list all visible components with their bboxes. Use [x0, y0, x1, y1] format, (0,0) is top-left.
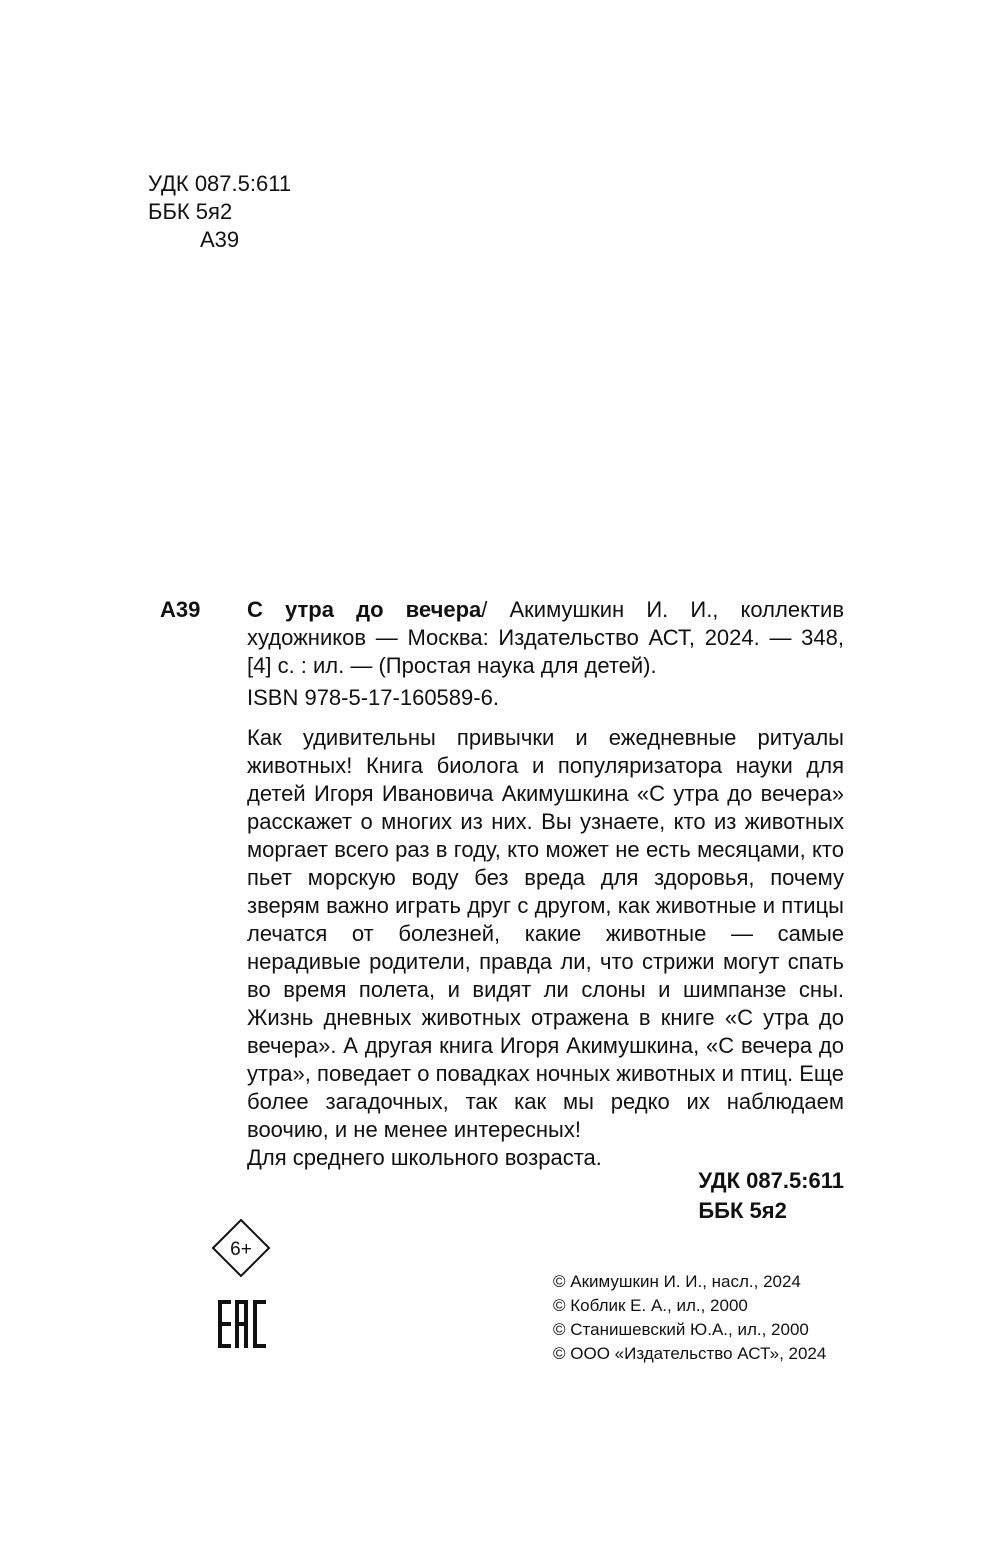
imprint-details: / Акимушкин И. И., коллектив художников — Москва: Издательство АСТ, 2024. — 348, [4] с. : ил. — (Простая наука для детей). [247, 597, 845, 678]
eac-certification-icon [218, 1300, 266, 1348]
isbn: ISBN 978-5-17-160589-6. [247, 685, 499, 710]
bbk-code-bottom: ББК 5я2 [698, 1198, 787, 1223]
copyright-line: © Станишевский Ю.А., ил., 2000 [553, 1320, 809, 1339]
classification-codes-bottom [698, 1166, 844, 1226]
imprint [247, 596, 844, 680]
copyright-line: © Коблик Е. А., ил., 2000 [553, 1296, 748, 1315]
entry-author-mark: А39 [160, 597, 201, 622]
copyright-line: © ООО «Издательство АСТ», 2024 [553, 1344, 827, 1363]
entry-body-continued [247, 684, 844, 1172]
copyright-notices [553, 1270, 826, 1366]
annotation: Как удивительны привычки и ежедневные ритуалы животных! Книга биолога и популяризатора науки для детей Игоря Ивановича Акимушкина «С утра до вечера» расскажет о многих из них. Вы узнаете, кто из животных моргает всего раз в году, кто может не есть месяцами, кто пьет морскую воду без вреда для здоровья, почему зверям важно играть друг с другом, как животные и птицы лечатся от болезней, какие животные — самые нерадивые родители, правда ли, что стрижи могут спать во время полета, и видят ли слоны и шимпанзе сны. Жизнь дневных животных отражена в книге «С утра до вечера». А другая книга Игоря Акимушкина, «С вечера до утра», поведает о повадках ночных животных и птиц. Еще более загадочных, так как мы редко их наблюдаем воочию, и не менее интересных! [247, 725, 844, 1142]
age-rating-icon [211, 1218, 271, 1278]
udk-code-bottom: УДК 087.5:611 [698, 1168, 844, 1193]
copyright-line: © Акимушкин И. И., насл., 2024 [553, 1272, 801, 1291]
entry-body [247, 596, 844, 680]
udk-code: УДК 087.5:611 [148, 171, 292, 196]
bibliographic-entry [160, 596, 844, 1172]
author-mark: А39 [200, 227, 240, 252]
bbk-code: ББК 5я2 [148, 199, 233, 224]
audience-note: Для среднего школьного возраста. [247, 1145, 602, 1170]
age-rating-label: 6+ [230, 1239, 252, 1260]
classification-codes-top [148, 170, 291, 254]
book-title: С утра до вечера [247, 597, 482, 622]
